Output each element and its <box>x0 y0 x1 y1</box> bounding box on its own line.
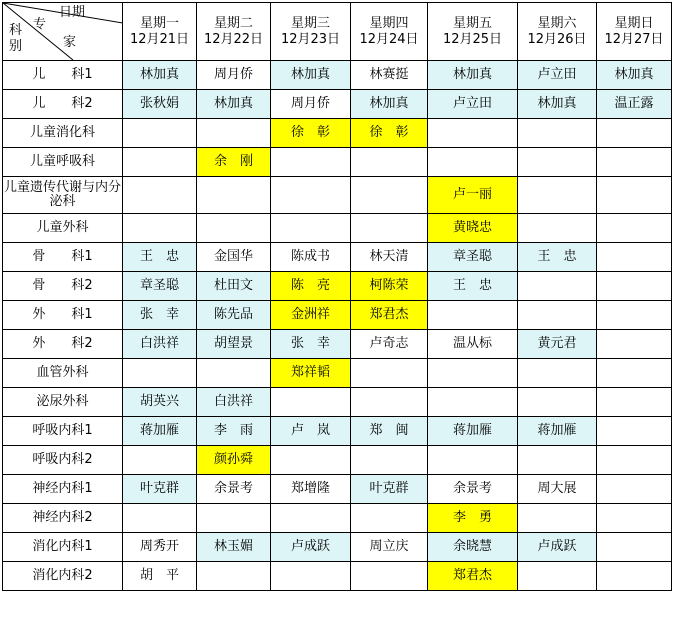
schedule-cell <box>597 562 672 591</box>
table-row <box>3 148 672 177</box>
table-row <box>3 214 672 243</box>
table-row <box>3 301 672 330</box>
schedule-cell: 郑 闽 <box>351 417 428 446</box>
schedule-cell: 蒋加雁 <box>123 417 197 446</box>
schedule-cell <box>197 359 271 388</box>
schedule-cell <box>271 177 351 214</box>
schedule-cell <box>518 301 597 330</box>
schedule-cell: 林天清 <box>351 243 428 272</box>
table-row <box>3 61 672 90</box>
table-row <box>3 272 672 301</box>
schedule-cell: 林加真 <box>351 90 428 119</box>
corner-dept-label-1: 科 <box>9 23 23 38</box>
schedule-cell <box>597 243 672 272</box>
schedule-cell <box>428 119 518 148</box>
schedule-cell <box>123 504 197 533</box>
schedule-cell: 徐 彰 <box>271 119 351 148</box>
schedule-cell: 张秋娟 <box>123 90 197 119</box>
schedule-cell <box>428 388 518 417</box>
schedule-cell <box>597 359 672 388</box>
department-label: 儿 科1 <box>3 61 123 90</box>
day-header <box>518 3 597 61</box>
schedule-cell <box>271 446 351 475</box>
department-label: 消化内科1 <box>3 533 123 562</box>
department-label: 神经内科1 <box>3 475 123 504</box>
department-label: 儿童外科 <box>3 214 123 243</box>
schedule-cell <box>597 417 672 446</box>
schedule-cell: 周大展 <box>518 475 597 504</box>
schedule-cell <box>351 562 428 591</box>
schedule-cell <box>197 177 271 214</box>
schedule-cell <box>123 148 197 177</box>
schedule-cell: 陈先品 <box>197 301 271 330</box>
schedule-cell <box>597 446 672 475</box>
schedule-cell <box>597 533 672 562</box>
schedule-cell <box>271 148 351 177</box>
schedule-cell: 金洲祥 <box>271 301 351 330</box>
department-label: 儿童呼吸科 <box>3 148 123 177</box>
schedule-cell: 胡 平 <box>123 562 197 591</box>
schedule-cell: 李 雨 <box>197 417 271 446</box>
schedule-cell: 金国华 <box>197 243 271 272</box>
corner-expert-label-2: 家 <box>63 35 77 50</box>
schedule-cell: 温正露 <box>597 90 672 119</box>
schedule-cell: 陈 亮 <box>271 272 351 301</box>
department-label: 儿 科2 <box>3 90 123 119</box>
schedule-cell: 颜孙舜 <box>197 446 271 475</box>
day-header <box>271 3 351 61</box>
schedule-cell <box>518 562 597 591</box>
schedule-cell <box>518 148 597 177</box>
schedule-cell: 卢立田 <box>428 90 518 119</box>
schedule-cell <box>597 272 672 301</box>
corner-expert-label-1: 专 <box>33 17 47 32</box>
schedule-cell: 王 忠 <box>518 243 597 272</box>
schedule-cell <box>518 119 597 148</box>
schedule-cell: 卢奇志 <box>351 330 428 359</box>
schedule-cell <box>428 359 518 388</box>
schedule-cell: 温从标 <box>428 330 518 359</box>
department-label: 儿童遗传代谢与内分泌科 <box>3 177 123 214</box>
weekday-label: 星期六 <box>537 15 577 31</box>
schedule-cell <box>518 359 597 388</box>
department-label: 外 科2 <box>3 330 123 359</box>
table-row <box>3 475 672 504</box>
schedule-cell <box>597 388 672 417</box>
schedule-cell: 郑君杰 <box>428 562 518 591</box>
schedule-cell: 林加真 <box>518 90 597 119</box>
schedule-cell <box>351 504 428 533</box>
schedule-cell: 徐 彰 <box>351 119 428 148</box>
schedule-cell: 胡望景 <box>197 330 271 359</box>
schedule-cell <box>518 504 597 533</box>
day-header <box>197 3 271 61</box>
schedule-cell <box>271 214 351 243</box>
schedule-cell: 林加真 <box>428 61 518 90</box>
schedule-cell: 张 幸 <box>123 301 197 330</box>
schedule-cell <box>597 475 672 504</box>
schedule-cell <box>518 446 597 475</box>
schedule-cell <box>197 562 271 591</box>
schedule-cell <box>271 504 351 533</box>
department-label: 儿童消化科 <box>3 119 123 148</box>
schedule-cell <box>428 301 518 330</box>
schedule-cell: 蒋加雁 <box>518 417 597 446</box>
department-label: 呼吸内科1 <box>3 417 123 446</box>
schedule-cell <box>197 504 271 533</box>
date-label: 12月24日 <box>359 31 419 47</box>
table-row <box>3 90 672 119</box>
schedule-cell: 卢一丽 <box>428 177 518 214</box>
schedule-cell: 林加真 <box>271 61 351 90</box>
date-label: 12月22日 <box>203 31 264 47</box>
weekday-label: 星期三 <box>290 15 330 31</box>
department-label: 呼吸内科2 <box>3 446 123 475</box>
schedule-cell: 林加真 <box>197 90 271 119</box>
table-row <box>3 533 672 562</box>
schedule-cell: 林赛挺 <box>351 61 428 90</box>
table-row <box>3 562 672 591</box>
schedule-cell <box>518 272 597 301</box>
corner-cell <box>3 3 123 61</box>
schedule-cell <box>271 562 351 591</box>
schedule-cell <box>351 148 428 177</box>
table-row <box>3 243 672 272</box>
schedule-cell: 林玉媚 <box>197 533 271 562</box>
schedule-cell <box>597 301 672 330</box>
schedule-cell: 余 刚 <box>197 148 271 177</box>
table-row <box>3 119 672 148</box>
day-header <box>123 3 197 61</box>
day-header <box>428 3 518 61</box>
schedule-cell: 郑君杰 <box>351 301 428 330</box>
schedule-cell <box>597 119 672 148</box>
schedule-cell <box>597 148 672 177</box>
table-row <box>3 177 672 214</box>
department-label: 消化内科2 <box>3 562 123 591</box>
date-label: 12月21日 <box>129 31 190 47</box>
schedule-cell <box>597 177 672 214</box>
schedule-cell: 王 忠 <box>123 243 197 272</box>
schedule-cell <box>123 446 197 475</box>
date-label: 12月25日 <box>442 31 503 47</box>
schedule-cell <box>351 214 428 243</box>
schedule-cell: 章圣聪 <box>428 243 518 272</box>
schedule-cell: 蒋加雁 <box>428 417 518 446</box>
corner-date-label: 日期 <box>59 5 86 20</box>
schedule-cell: 陈成书 <box>271 243 351 272</box>
schedule-cell: 周月侨 <box>197 61 271 90</box>
schedule-cell: 白洪祥 <box>197 388 271 417</box>
day-header <box>351 3 428 61</box>
weekday-label: 星期五 <box>452 15 492 31</box>
department-label: 神经内科2 <box>3 504 123 533</box>
schedule-cell: 周月侨 <box>271 90 351 119</box>
corner-dept-label-2: 别 <box>9 39 23 54</box>
schedule-cell <box>351 446 428 475</box>
schedule-cell: 郑祥韬 <box>271 359 351 388</box>
schedule-cell <box>518 214 597 243</box>
schedule-cell: 李 勇 <box>428 504 518 533</box>
schedule-table <box>2 2 672 591</box>
schedule-cell: 柯陈荣 <box>351 272 428 301</box>
schedule-cell: 林加真 <box>123 61 197 90</box>
schedule-cell <box>351 177 428 214</box>
schedule-cell: 王 忠 <box>428 272 518 301</box>
schedule-cell: 林加真 <box>597 61 672 90</box>
department-label: 骨 科2 <box>3 272 123 301</box>
department-label: 血管外科 <box>3 359 123 388</box>
schedule-cell <box>518 388 597 417</box>
schedule-cell: 卢成跃 <box>271 533 351 562</box>
table-row <box>3 504 672 533</box>
schedule-cell: 卢立田 <box>518 61 597 90</box>
department-label: 外 科1 <box>3 301 123 330</box>
schedule-cell <box>597 330 672 359</box>
schedule-cell: 余晓慧 <box>428 533 518 562</box>
schedule-cell <box>123 177 197 214</box>
schedule-cell <box>197 119 271 148</box>
date-label: 12月23日 <box>280 31 341 47</box>
department-label: 骨 科1 <box>3 243 123 272</box>
table-row <box>3 330 672 359</box>
day-header <box>597 3 672 61</box>
schedule-cell: 周立庆 <box>351 533 428 562</box>
schedule-cell: 黄晓忠 <box>428 214 518 243</box>
schedule-cell: 叶克群 <box>351 475 428 504</box>
schedule-cell: 余景考 <box>197 475 271 504</box>
schedule-cell: 郑增隆 <box>271 475 351 504</box>
schedule-cell: 叶克群 <box>123 475 197 504</box>
schedule-cell: 白洪祥 <box>123 330 197 359</box>
schedule-cell <box>351 359 428 388</box>
schedule-cell: 章圣聪 <box>123 272 197 301</box>
schedule-cell <box>123 214 197 243</box>
table-row <box>3 417 672 446</box>
schedule-cell: 余景考 <box>428 475 518 504</box>
schedule-cell <box>518 177 597 214</box>
table-row <box>3 359 672 388</box>
weekday-label: 星期日 <box>614 15 654 31</box>
schedule-cell <box>597 504 672 533</box>
schedule-cell: 周秀开 <box>123 533 197 562</box>
date-label: 12月27日 <box>604 31 664 47</box>
weekday-label: 星期一 <box>139 15 179 31</box>
table-row <box>3 388 672 417</box>
schedule-cell: 卢成跃 <box>518 533 597 562</box>
schedule-cell <box>123 359 197 388</box>
schedule-cell <box>428 446 518 475</box>
weekday-label: 星期二 <box>213 15 253 31</box>
weekday-label: 星期四 <box>369 15 409 31</box>
date-label: 12月26日 <box>527 31 587 47</box>
schedule-cell <box>271 388 351 417</box>
schedule-cell: 卢 岚 <box>271 417 351 446</box>
schedule-cell: 张 幸 <box>271 330 351 359</box>
table-row <box>3 446 672 475</box>
schedule-cell <box>428 148 518 177</box>
header-row <box>3 3 672 61</box>
department-label: 泌尿外科 <box>3 388 123 417</box>
schedule-cell <box>597 214 672 243</box>
schedule-cell: 胡英兴 <box>123 388 197 417</box>
schedule-cell <box>197 214 271 243</box>
schedule-cell <box>351 388 428 417</box>
schedule-cell <box>123 119 197 148</box>
schedule-cell: 杜田文 <box>197 272 271 301</box>
schedule-cell: 黄元君 <box>518 330 597 359</box>
